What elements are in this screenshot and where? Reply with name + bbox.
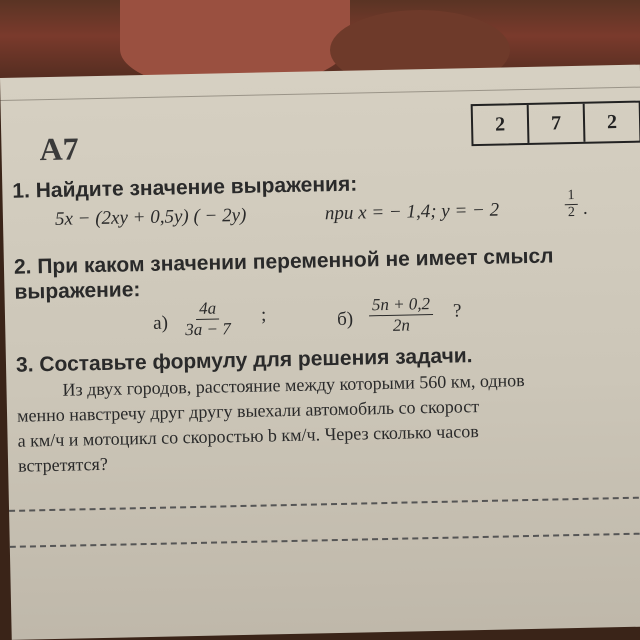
score-digit: 2	[606, 110, 618, 133]
option-a-label: а)	[152, 312, 169, 334]
fraction-numerator: 1	[564, 188, 577, 205]
score-digit: 7	[529, 104, 586, 143]
question-1-end: .	[582, 197, 588, 219]
option-a-end: ;	[260, 304, 267, 326]
fraction-denominator: 2	[567, 204, 576, 221]
question-3-heading: 3. Составьте формулу для решения задачи.	[15, 344, 473, 377]
option-b-denominator: 2n	[392, 315, 411, 335]
question-1-fraction	[564, 188, 578, 221]
question-3-line: менно навстречу друг другу выехали автомобиль со скорост	[16, 396, 480, 426]
worksheet-paper	[0, 65, 640, 640]
question-3-line: Из двух городов, расстояние между которыми 560 км, однов	[62, 370, 525, 400]
question-3-line: встретятся?	[17, 453, 109, 476]
option-a-numerator: 4a	[196, 298, 219, 319]
option-b-numerator: 5n + 0,2	[369, 294, 434, 316]
option-b-fraction	[369, 294, 434, 336]
option-b-label: б)	[336, 308, 354, 330]
question-2-heading: 2. При каком значении переменной не имеет смысл	[13, 244, 554, 279]
question-2-heading-cont: выражение:	[14, 278, 141, 304]
question-1-condition: при x = − 1,4; y = − 2	[324, 199, 500, 225]
answer-line	[9, 497, 640, 512]
test-code: A7	[39, 130, 79, 168]
answer-line	[10, 532, 640, 547]
top-rule	[0, 87, 640, 101]
score-box	[471, 101, 640, 147]
question-1-heading: 1. Найдите значение выражения:	[12, 172, 358, 203]
score-digit: 2	[473, 105, 530, 144]
option-a-fraction	[185, 298, 231, 340]
question-1-expression: 5x − (2xy + 0,5y) ( − 2y)	[54, 204, 247, 230]
question-3-line: a км/ч и мотоцикл со скоростью b км/ч. Через сколько часов	[17, 421, 479, 451]
option-b-end: ?	[452, 300, 462, 322]
option-a-denominator: 3a − 7	[185, 319, 231, 340]
